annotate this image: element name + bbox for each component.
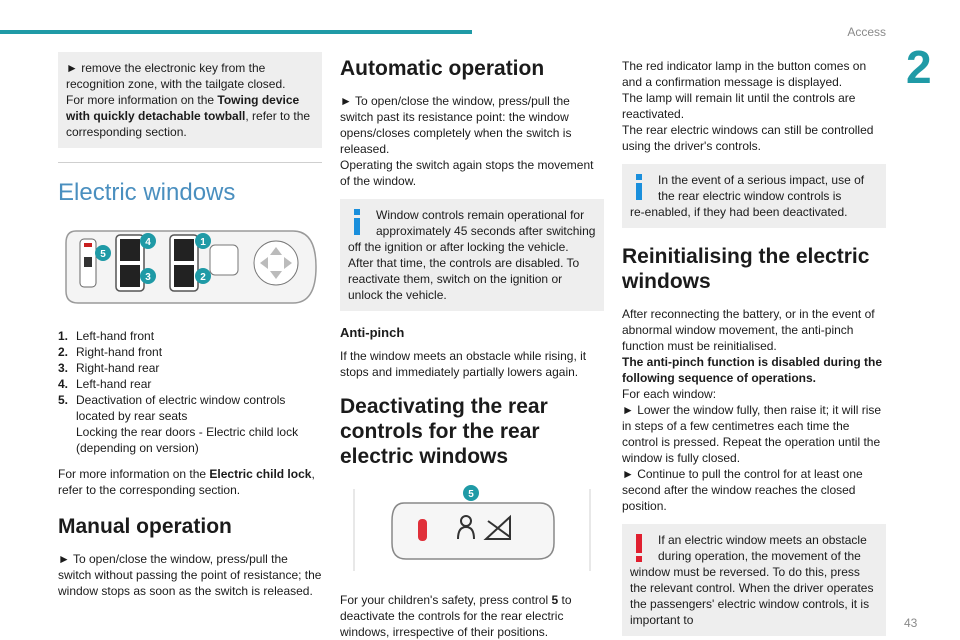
deactivation-text: For your children's safety, press control 5 to deactivate the controls for the rear electric windows, irrespective of their positions. (340, 593, 572, 639)
manual-operation-text: ► To open/close the window, press/pull the switch without passing the point of resistance; the window stops as soon as the switch is released. (58, 552, 322, 598)
column-middle (340, 52, 604, 640)
section-title-electric-windows: Electric windows (58, 179, 236, 206)
automatic-operation-text: ► To open/close the window, press/pull the switch past its resistance point: the window opens/closes completely when the switch is released. Operating the switch again stops the movement of the window. (340, 94, 594, 188)
child-lock-reference: For more information on the Electric child lock, refer to the corresponding section. (58, 467, 315, 497)
reinitialising-text: After reconnecting the battery, or in the event of abnormal window movement, the anti-pinch function must be reinitialised. The anti-pinch function is disabled during the following sequence of operations. For each window: ► Lower the window fully, then raise it; it will rise in steps of a few centimetres each time the control is pressed. Repeat the operation until the window is fully closed. ► Continue to pull the control for at least one second after the window reaches the closed position. (622, 307, 882, 513)
heading-reinitialising: Reinitialising the electric windows (622, 245, 870, 293)
towing-more-prefix: For more information on the (66, 93, 218, 107)
list-item-extra: Locking the rear doors - Electric child lock (depending on version) (76, 425, 299, 455)
continued-box (58, 52, 322, 148)
header-section-title: Access (847, 25, 886, 39)
figure-rear-deactivation-button (340, 481, 604, 577)
warning-note-box: If an electric window meets an obstacle during operation, the movement of the window must be reversed. To do this, press the relevant control. When the driver operates the passengers' electric window controls, it is important to (622, 524, 886, 636)
window-control-list (58, 328, 322, 456)
section-divider (58, 162, 322, 163)
column-left (58, 52, 322, 609)
header-accent-bar (0, 30, 472, 34)
page-number: 43 (904, 616, 918, 630)
column-right (622, 52, 886, 640)
info-icon (352, 209, 362, 235)
callout-1: 1 (200, 237, 206, 248)
towing-more-bold: Towing device with quickly detachable towball (66, 93, 300, 123)
list-item: 2. Right-hand front (58, 345, 163, 359)
callout-5: 5 (100, 249, 106, 260)
callout-5-rear: 5 (468, 489, 474, 500)
info-note-box-impact: In the event of a serious impact, use of the rear electric window controls is re-enabled, if they had been deactivated. (622, 164, 886, 228)
towing-more-suffix: , refer to the corresponding section. (66, 109, 311, 139)
callout-4: 4 (145, 237, 151, 248)
indicator-text: The red indicator lamp in the button comes on and a confirmation message is displayed. The lamp will remain lit until the controls are reactivated. The rear electric windows can still be controlled using the driver's controls. (622, 59, 874, 153)
continued-step: ► remove the electronic key from the recognition zone, with the tailgate closed. (66, 61, 286, 91)
info-icon (634, 174, 644, 200)
heading-automatic-operation: Automatic operation (340, 57, 545, 80)
list-item: 1. Left-hand front (58, 329, 155, 343)
anti-pinch-text: If the window meets an obstacle while rising, it stops and immediately partially lowers again. (340, 349, 587, 379)
list-item: 3. Right-hand rear (58, 361, 160, 375)
heading-deactivating-rear-controls: Deactivating the rear controls for the rear electric windows (340, 395, 548, 468)
list-item: 4. Left-hand rear (58, 377, 152, 391)
chapter-number: 2 (906, 41, 932, 93)
list-item: 5. Deactivation of electric window controls located by rear seats (58, 393, 286, 423)
heading-manual-operation: Manual operation (58, 515, 232, 538)
warning-icon (634, 534, 644, 562)
callout-2: 2 (200, 272, 206, 283)
heading-anti-pinch: Anti-pinch (340, 325, 405, 340)
info-note-box: Window controls remain operational for approximately 45 seconds after switching off the ignition or after locking the vehicle. After that time, the controls are disabled. To reactivate them, switch on the ignition or unlock the vehicle. (340, 199, 604, 311)
figure-window-switch-panel (58, 221, 322, 313)
callout-3: 3 (145, 272, 151, 283)
